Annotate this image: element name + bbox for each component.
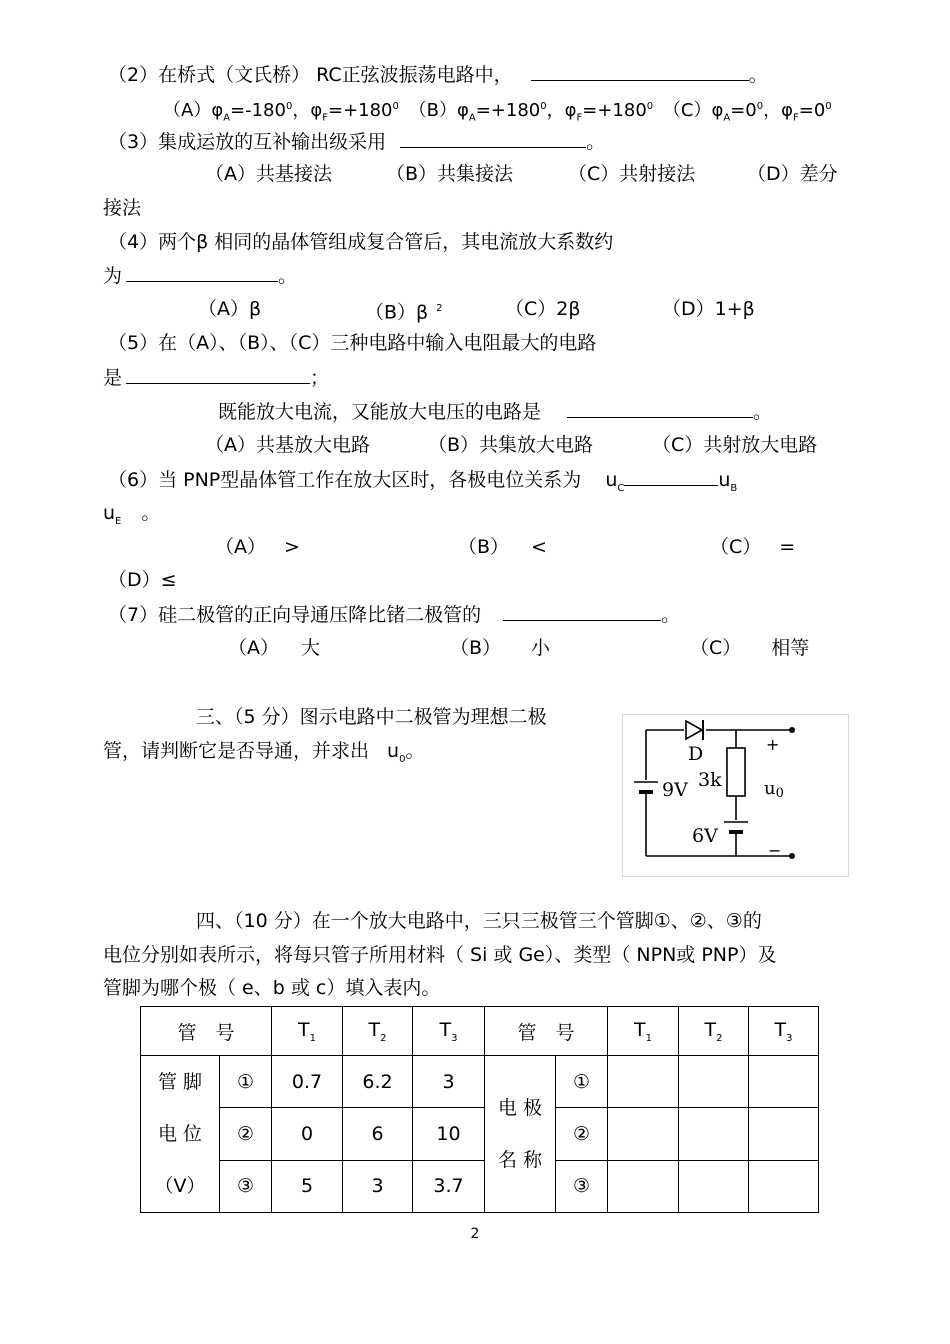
s3-u0: $u_0$	[387, 740, 406, 765]
section-4-line2: 电位分别如表所示，将每只管子所用材料（ Si 或 Ge）、类型（ NPN或 PNP）及	[103, 944, 777, 966]
header-guan-hao-left: 管 号	[141, 1007, 272, 1056]
q6-ub: $u_B$	[718, 469, 738, 494]
q5-stem2: 是 ；	[103, 367, 330, 389]
q3-option-a: （A）共基接法	[205, 163, 332, 185]
section-4-line1: 四、（10 分）在一个放大电路中，三只三极管三个管脚①、②、③的	[196, 910, 762, 932]
q4-option-c: （C）2β	[505, 298, 581, 320]
q5-stem3: 既能放大电流，又能放大电压的电路是 。	[218, 401, 773, 423]
q3-option-b: （B）共集接法	[386, 163, 514, 185]
q3-answer-blank[interactable]	[400, 129, 586, 148]
minus-sign: −	[768, 841, 782, 860]
q5-answer-blank-2[interactable]	[567, 399, 753, 418]
battery-9v-symbol	[634, 782, 658, 792]
pin-2-right: ②	[556, 1108, 608, 1160]
pin-2: ②	[220, 1108, 272, 1160]
q2-stem: （2）在桥式（文氏桥） RC正弦波振荡电路中， 。	[108, 64, 768, 86]
output-terminal-bottom	[789, 853, 795, 859]
q6-option-c: （C） =	[710, 536, 796, 558]
q7-answer-blank[interactable]	[503, 602, 661, 621]
battery-9v-label: 9V	[662, 779, 688, 801]
q6-uc: $u_C$	[605, 469, 625, 494]
resistor-label: 3k	[698, 769, 722, 791]
q6-answer-blank-1[interactable]	[624, 467, 718, 486]
answer-r3-t1[interactable]	[608, 1160, 679, 1212]
diode-circuit-diagram	[622, 714, 852, 878]
q2-options	[163, 95, 832, 131]
q3-stem: （3）集成运放的互补输出级采用 。	[108, 131, 606, 153]
header-t1-right: $T_1$	[608, 1007, 679, 1056]
q2-option-c: $(C)\varphi_A=0^0$，$\varphi_F=0^0$	[662, 100, 832, 124]
cell-r2-t2: 6	[343, 1108, 413, 1160]
q3-option-c: （C）共射接法	[568, 163, 696, 185]
section-3-line1: 三、（5 分）图示电路中二极管为理想二极	[196, 706, 547, 728]
pin-1-right: ①	[556, 1056, 608, 1108]
q7-option-c: （C） 相等	[690, 637, 810, 659]
table-row	[141, 1056, 819, 1108]
cell-r2-t1: 0	[272, 1108, 343, 1160]
answer-r1-t3[interactable]	[749, 1056, 819, 1108]
header-t2-right: $T_2$	[679, 1007, 749, 1056]
answer-r3-t3[interactable]	[749, 1160, 819, 1212]
q6-option-a: （A） >	[215, 536, 300, 558]
q4-option-b: （B）β $^2$	[365, 301, 443, 324]
header-guan-hao-right: 管 号	[485, 1007, 608, 1056]
q5-stem: （5）在（A）、（B）、（C）三种电路中输入电阻最大的电路	[108, 332, 597, 354]
resistor-symbol	[727, 748, 745, 796]
q2-option-a: $(A)\varphi_A=-180^0$，$\varphi_F=+180^0$	[163, 100, 399, 124]
table-row	[141, 1160, 819, 1212]
output-voltage-label: u0	[764, 778, 784, 801]
q3-option-d: （D）差分	[747, 163, 838, 185]
answer-r1-t1[interactable]	[608, 1056, 679, 1108]
diode-label: D	[688, 743, 704, 765]
cell-r3-t1: 5	[272, 1160, 343, 1212]
cell-r2-t3: 10	[413, 1108, 485, 1160]
answer-r1-t2[interactable]	[679, 1056, 749, 1108]
q7-stem: （7）硅二极管的正向导通压降比锗二极管的 。	[108, 604, 681, 626]
header-t2: $T_2$	[343, 1007, 413, 1056]
q6-option-b: （B） <	[458, 536, 547, 558]
pin-1: ①	[220, 1056, 272, 1108]
transistor-table	[140, 1006, 819, 1213]
cell-r3-t3: 3.7	[413, 1160, 485, 1212]
q6-ue: $u_E$	[103, 502, 122, 527]
q4-stem: （4）两个β 相同的晶体管组成复合管后，其电流放大系数约	[108, 231, 614, 253]
header-t3-right: $T_3$	[749, 1007, 819, 1056]
q2-answer-blank[interactable]	[531, 62, 749, 81]
battery-6v-label: 6V	[692, 825, 718, 847]
header-t3: $T_3$	[413, 1007, 485, 1056]
cell-r1-t2: 6.2	[343, 1056, 413, 1108]
right-row-label: 电 极 名 称	[485, 1056, 556, 1213]
table-row	[141, 1108, 819, 1160]
table-header-row	[141, 1007, 819, 1056]
answer-r2-t2[interactable]	[679, 1108, 749, 1160]
q6-stem: （6）当 PNP型晶体管工作在放大区时，各极电位关系为 $u_C$ $u_B$	[108, 469, 738, 494]
battery-6v-symbol	[724, 822, 748, 832]
diode-symbol	[686, 720, 703, 740]
header-t1: $T_1$	[272, 1007, 343, 1056]
answer-r2-t1[interactable]	[608, 1108, 679, 1160]
answer-r2-t3[interactable]	[749, 1108, 819, 1160]
pin-3: ③	[220, 1160, 272, 1212]
q7-option-b: （B） 小	[450, 637, 551, 659]
page-number: 2	[470, 1226, 480, 1242]
q4-answer-blank[interactable]	[126, 263, 278, 282]
output-terminal-top	[789, 727, 795, 733]
q5-option-b: （B）共集放大电路	[428, 434, 594, 456]
left-row-label: 管 脚 电 位 （V）	[141, 1056, 220, 1213]
cell-r3-t2: 3	[343, 1160, 413, 1212]
answer-r3-t2[interactable]	[679, 1160, 749, 1212]
plus-sign: +	[766, 735, 780, 754]
q6-option-d: （D）≤	[108, 569, 177, 591]
section-4-line3: 管脚为哪个极（ e、b 或 c）填入表内。	[103, 977, 441, 999]
q5-option-a: （A）共基放大电路	[205, 434, 370, 456]
pin-3-right: ③	[556, 1160, 608, 1212]
q5-answer-blank-1[interactable]	[126, 365, 310, 384]
q4-option-a: （A）β	[198, 298, 262, 320]
q7-option-a: （A） 大	[228, 637, 321, 659]
cell-r1-t1: 0.7	[272, 1056, 343, 1108]
q3-option-d-cont: 接法	[103, 197, 142, 219]
q5-option-c: （C）共射放大电路	[652, 434, 818, 456]
q2-option-b: $(B)\varphi_A=+180^0$，$\varphi_F=+180^0$	[408, 100, 654, 124]
cell-r1-t3: 3	[413, 1056, 485, 1108]
q6-line2: $u_E$ 。	[103, 502, 161, 527]
q4-stem2: 为 。	[103, 265, 298, 287]
section-3-line2: 管，请判断它是否导通，并求出 $u_0$。	[103, 740, 425, 765]
q4-option-d: （D）1+β	[662, 298, 755, 320]
